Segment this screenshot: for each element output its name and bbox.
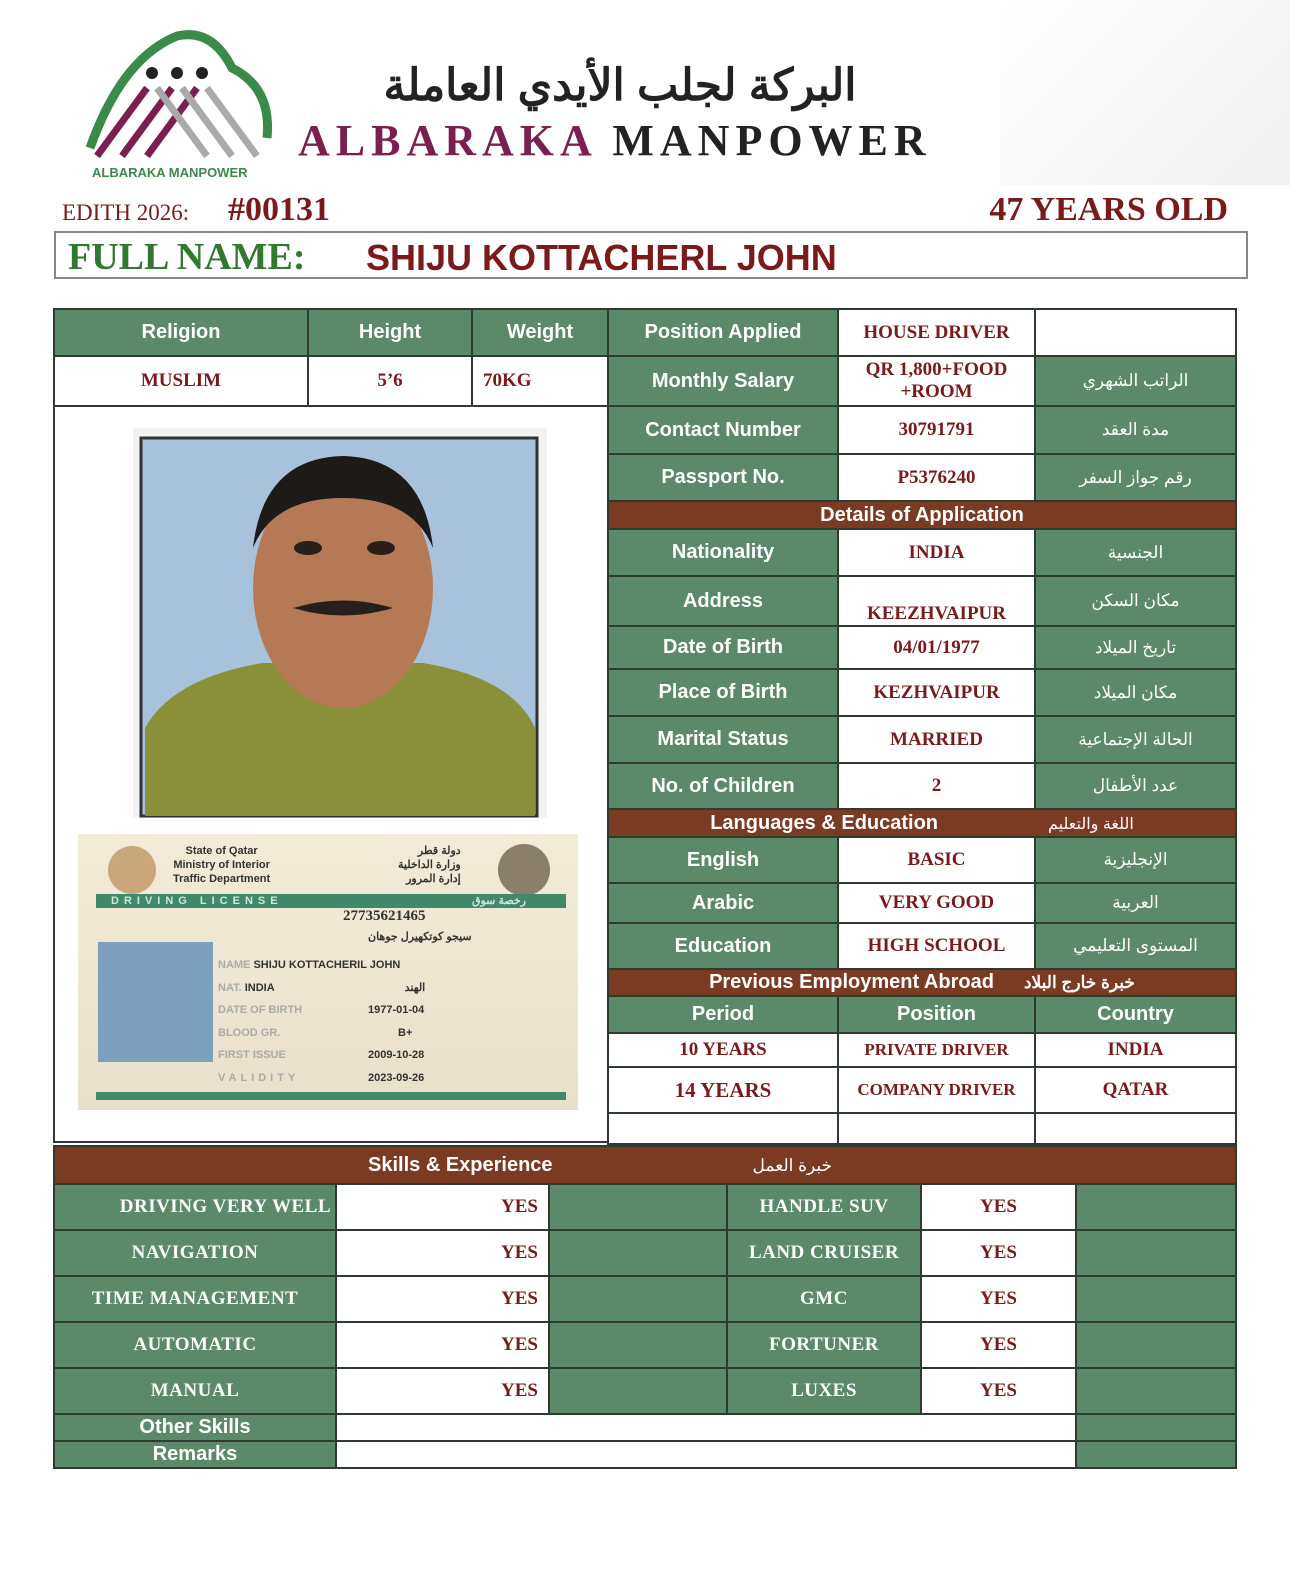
other-skills-label: Other Skills [54,1414,336,1441]
education-label: Education [608,923,838,969]
arabic-label: Arabic [608,883,838,923]
salary-value: QR 1,800+FOOD +ROOM [838,356,1035,406]
previous-employment-header [608,969,1236,996]
skill-value: YES [921,1276,1076,1322]
details-table [607,308,1237,1145]
skill-label: DRIVING VERY WELL [54,1184,336,1230]
company-name-en-2: MANPOWER [612,116,932,165]
education-value: HIGH SCHOOL [838,923,1035,969]
languages-section-header [608,809,1236,837]
skill-spacer [549,1322,727,1368]
license-footer-stripe [96,1092,566,1100]
prev-period: 10 YEARS [608,1033,838,1067]
license-name-label: NAME [218,959,251,971]
skill-value: YES [921,1322,1076,1368]
passport-value: P5376240 [838,454,1035,501]
religion-header: Religion [54,309,308,356]
license-line1: State of Qatar [185,845,258,857]
license-ar1: دولة قطر [417,845,461,857]
prev-title-ar: خبرة خارج البلاد [1023,973,1135,992]
position-header: Position [838,996,1035,1033]
prev-position: COMPANY DRIVER [838,1067,1035,1113]
pob-value: KEZHVAIPUR [838,669,1035,716]
prev-position: PRIVATE DRIVER [838,1033,1035,1067]
license-blood: B+ [398,1026,413,1039]
license-name-ar: سيجو كوتكهيرل جوهان [368,931,472,943]
prev-country: INDIA [1035,1033,1236,1067]
address-arabic: مكان السكن [1035,576,1236,626]
skill-label: AUTOMATIC [54,1322,336,1368]
languages-title: Languages & Education [710,811,939,834]
reference-number: #00131 [228,191,330,228]
details-section-header: Details of Application [608,501,1236,529]
children-value: 2 [838,763,1035,809]
license-nat-ar: الهند [404,981,426,994]
company-logo [82,28,272,168]
skill-value: YES [921,1368,1076,1414]
nationality-arabic: الجنسية [1035,529,1236,576]
dob-arabic: تاريخ الميلاد [1035,626,1236,669]
position-label: Position Applied [608,309,838,356]
contact-label: Contact Number [608,406,838,454]
company-name-arabic: البركة لجلب الأيدي العاملة [383,61,857,110]
remarks-value [336,1441,1076,1468]
empty-cell [1035,1113,1236,1144]
skills-title: Skills & Experience [368,1153,553,1176]
empty-cell [838,1113,1035,1144]
pob-arabic: مكان الميلاد [1035,669,1236,716]
license-issue-label: FIRST ISSUE [218,1049,286,1061]
skill-value: YES [336,1276,549,1322]
empty-cell [608,1113,838,1144]
skill-spacer [1076,1368,1236,1414]
children-label: No. of Children [608,763,838,809]
religion-value: MUSLIM [54,356,308,406]
skill-spacer [1076,1322,1236,1368]
empty-cell [1035,309,1236,356]
age: 47 YEARS OLD [989,191,1228,228]
prev-country: QATAR [1035,1067,1236,1113]
weight-header: Weight [472,309,608,356]
skill-spacer [1076,1276,1236,1322]
period-header: Period [608,996,838,1033]
passport-label: Passport No. [608,454,838,501]
qatar-emblem-icon [108,846,156,894]
education-arabic: المستوى التعليمي [1035,923,1236,969]
other-skills-value [336,1414,1076,1441]
skill-label: LUXES [727,1368,921,1414]
country-header: Country [1035,996,1236,1033]
skill-label: NAVIGATION [54,1230,336,1276]
skill-value: YES [921,1184,1076,1230]
license-issue: 2009-10-28 [368,1049,425,1061]
english-arabic: الإنجليزية [1035,837,1236,883]
skill-spacer [549,1368,727,1414]
contact-value: 30791791 [838,406,1035,454]
children-arabic: عدد الأطفال [1035,763,1236,809]
skill-label: HANDLE SUV [727,1184,921,1230]
license-dob-label: DATE OF BIRTH [218,1004,303,1016]
license-line2: Ministry of Interior [173,859,270,871]
skill-value: YES [336,1322,549,1368]
license-dob: 1977-01-04 [368,1004,425,1016]
nationality-label: Nationality [608,529,838,576]
logo-caption: ALBARAKA MANPOWER [92,165,248,180]
license-nat-label: NAT. [218,981,242,994]
height-value: 5’6 [308,356,472,406]
english-value: BASIC [838,837,1035,883]
dob-label: Date of Birth [608,626,838,669]
edition-label: EDITH 2026: [62,200,190,225]
salary-label: Monthly Salary [608,356,838,406]
skill-spacer [549,1230,727,1276]
full-name-box [54,231,1248,279]
applicant-photo [133,428,547,818]
marital-value: MARRIED [838,716,1035,763]
license-ar2: وزارة الداخلية [398,859,461,871]
skill-spacer [1076,1414,1236,1441]
license-title-ar: رخصة سوق [471,895,526,907]
skill-spacer [549,1276,727,1322]
skill-spacer [1076,1441,1236,1468]
address-value: KEEZHVAIPUR [838,576,1035,626]
marital-label: Marital Status [608,716,838,763]
license-ar3: إدارة المرور [406,873,461,885]
weight-value: 70KG [472,356,608,406]
prev-period: 14 YEARS [608,1067,838,1113]
skill-value: YES [921,1230,1076,1276]
company-name-en-1: ALBARAKA [298,116,596,165]
license-nat: INDIA [244,981,275,994]
full-name: SHIJU KOTTACHERL JOHN [366,237,837,278]
license-photo [98,942,213,1062]
full-name-label: FULL NAME: [68,236,306,278]
license-line3: Traffic Department [173,873,271,885]
nationality-value: INDIA [838,529,1035,576]
gcc-emblem-icon [498,844,550,896]
height-header: Height [308,309,472,356]
skill-value: YES [336,1230,549,1276]
languages-title-ar: اللغة والتعليم [1048,815,1134,833]
skill-label: TIME MANAGEMENT [54,1276,336,1322]
license-blood-label: BLOOD GR. [218,1026,281,1039]
skills-title-ar: خبرة العمل [752,1155,833,1175]
skill-label: FORTUNER [727,1322,921,1368]
skills-table [53,1145,1237,1469]
skill-label: GMC [727,1276,921,1322]
arabic-value: VERY GOOD [838,883,1035,923]
skill-value: YES [336,1184,549,1230]
skills-header [54,1146,1236,1184]
license-validity-label: VALIDITY [218,1071,300,1084]
skill-value: YES [336,1368,549,1414]
english-label: English [608,837,838,883]
address-label: Address [608,576,838,626]
skill-spacer [549,1184,727,1230]
marital-arabic: الحالة الإجتماعية [1035,716,1236,763]
skill-spacer [1076,1230,1236,1276]
pob-label: Place of Birth [608,669,838,716]
basic-info-table [53,308,609,407]
license-id: 27735621465 [343,908,426,924]
salary-arabic: الراتب الشهري [1035,356,1236,406]
skill-label: LAND CRUISER [727,1230,921,1276]
passport-arabic: رقم جواز السفر [1035,454,1236,501]
contact-arabic: مدة العقد [1035,406,1236,454]
position-value: HOUSE DRIVER [838,309,1035,356]
skill-spacer [1076,1184,1236,1230]
background-watermark [1000,0,1290,185]
dob-value: 04/01/1977 [838,626,1035,669]
driving-license-image [78,834,578,1110]
remarks-label: Remarks [54,1441,336,1468]
skill-label: MANUAL [54,1368,336,1414]
license-validity: 2023-09-26 [368,1071,425,1084]
prev-title: Previous Employment Abroad [709,971,994,993]
license-title: DRIVING LICENSE [111,895,283,907]
license-name: SHIJU KOTTACHERIL JOHN [253,959,401,971]
arabic-arabic: العربية [1035,883,1236,923]
